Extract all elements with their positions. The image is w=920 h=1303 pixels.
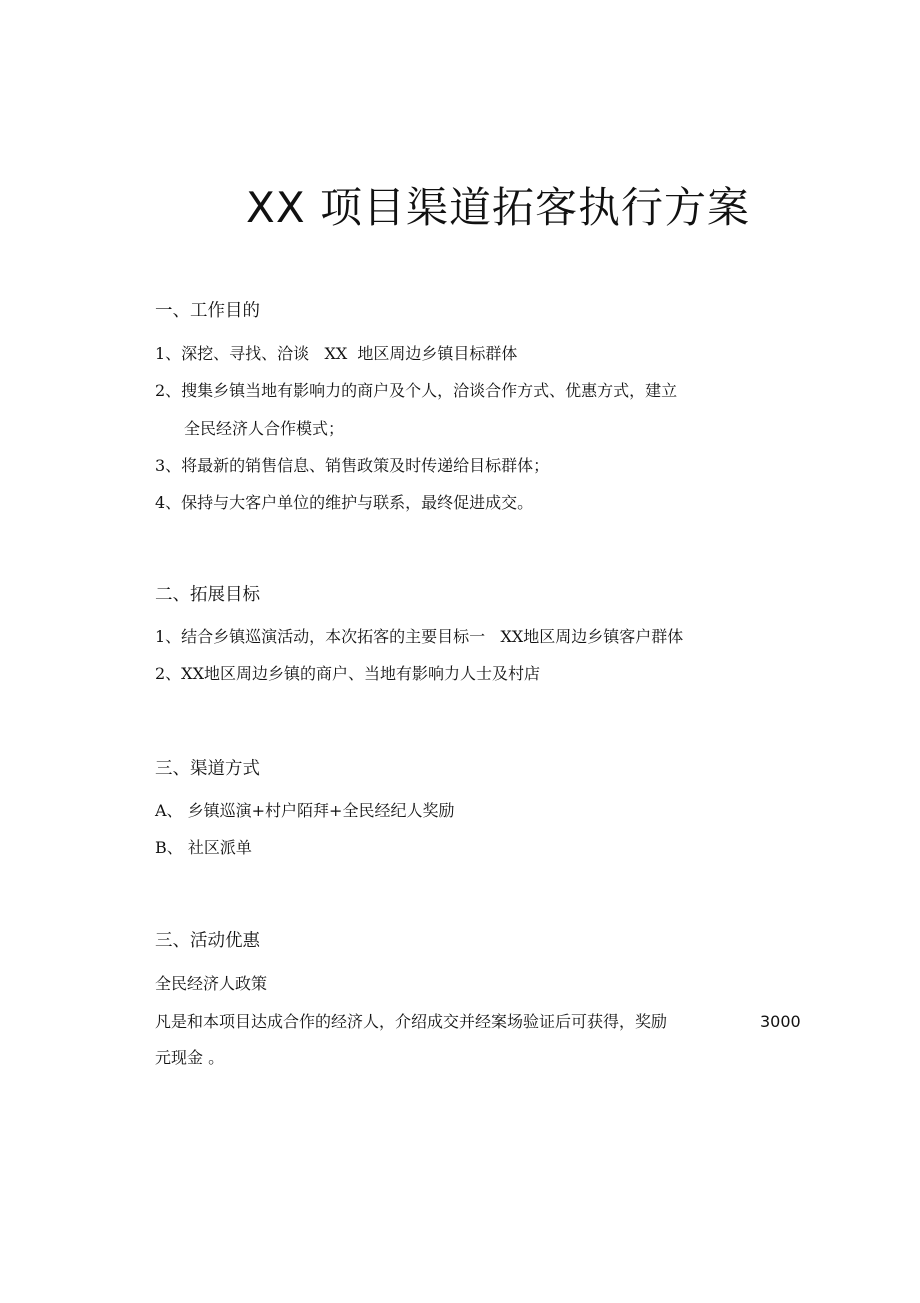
section-heading-work-purpose: 一、工作目的 xyxy=(155,301,260,321)
list-item: 1、结合乡镇巡演活动，本次拓客的主要目标一 XX地区周边乡镇客户群体 xyxy=(155,627,684,646)
document-title: XX 项目渠道拓客执行方案 xyxy=(246,183,750,232)
policy-body-line: 凡是和本项目达成合作的经济人，介绍成交并经案场验证后可获得，奖励 xyxy=(155,1012,668,1031)
list-item: 2、XX地区周边乡镇的商户、当地有影响力人士及村店 xyxy=(155,664,540,683)
list-item: 2、搜集乡镇当地有影响力的商户及个人，洽谈合作方式、优惠方式，建立 xyxy=(155,381,678,400)
list-item: B、 社区派单 xyxy=(155,838,252,857)
policy-body-line: 元现金 。 xyxy=(155,1048,225,1067)
policy-subheading: 全民经济人政策 xyxy=(155,974,268,993)
section-heading-expansion-goals: 二、拓展目标 xyxy=(155,585,260,605)
section-heading-channel-methods: 三、渠道方式 xyxy=(155,759,260,779)
section-heading-promotions: 三、活动优惠 xyxy=(155,931,260,951)
reward-amount: 3000 xyxy=(760,1012,801,1031)
list-item: A、 乡镇巡演+村户陌拜+全民经纪人奖励 xyxy=(155,801,455,820)
list-item: 1、深挖、寻找、洽谈 XX 地区周边乡镇目标群体 xyxy=(155,344,518,363)
list-item: 4、保持与大客户单位的维护与联系，最终促进成交。 xyxy=(155,493,534,512)
list-item-continuation: 全民经济人合作模式； xyxy=(184,419,345,438)
list-item: 3、将最新的销售信息、销售政策及时传递给目标群体； xyxy=(155,456,550,475)
